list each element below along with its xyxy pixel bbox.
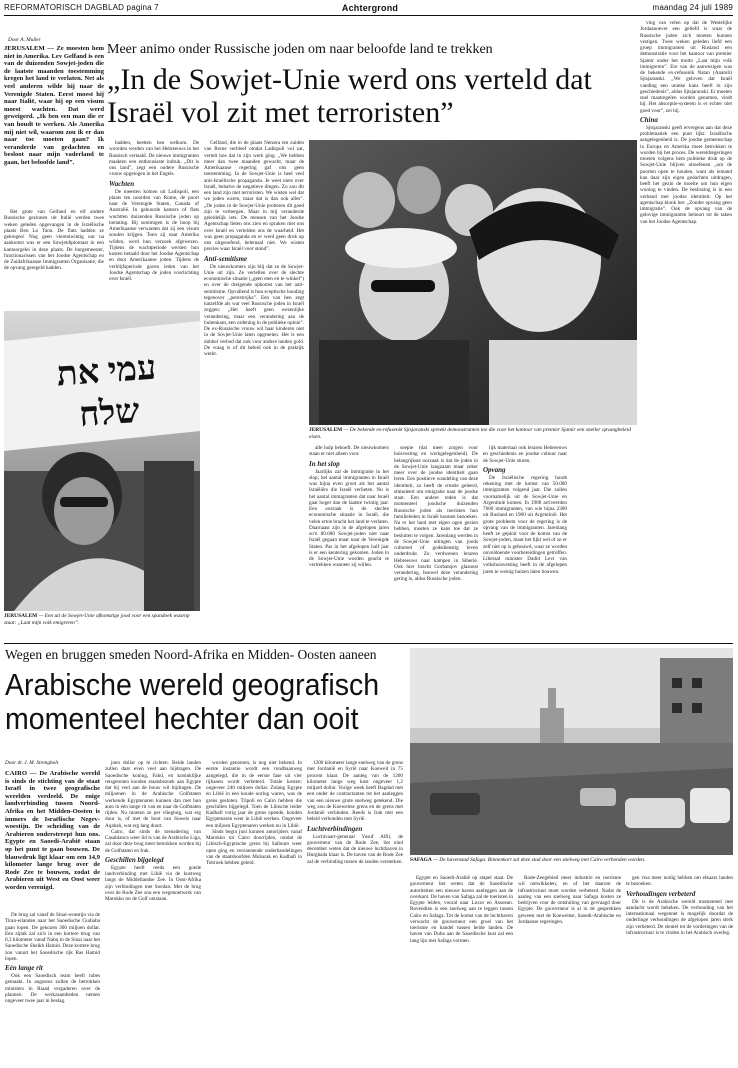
article1-col7 [640, 20, 732, 640]
subhead-in-het-slop: In het slop [309, 459, 340, 468]
article2-col3 [206, 760, 302, 1062]
article1-col5 [394, 445, 478, 640]
subhead-geschillen-bijgelegd: Geschillen bijgelegd [105, 855, 164, 864]
article2-col1 [5, 912, 100, 1062]
photo-demonstration [309, 140, 637, 425]
article1-col4 [309, 445, 389, 640]
article1-col2-text: hadden, heetten ben welkom. De woorden werden van het Hebreeuws in het Russisch vertaald. De nieuwe immigranten maakten een enthousiaste indruk. „Dit is ons land”, zegt een oudere Russische vrouw opgetogen in het Engels. [109, 140, 199, 178]
subhead-een-lange-rit: Eén lange rit [5, 964, 43, 972]
article2-col7 [626, 875, 733, 1062]
subhead-china: China [640, 115, 658, 124]
running-head-paper: REFORMATORISCH DAGBLAD pagina 7 [4, 3, 159, 12]
article2-col4 [307, 760, 403, 1062]
article2-col2-cont: Cairo, dat sinds de toenadering van Casablanca weer lid is van de Arabische Liga, zal door deze brug meer betrokken worden bij de Golfstaten en Irak. [105, 828, 201, 854]
article1-col3 [204, 140, 304, 640]
article2-col1-lange: Ook een Saoedisch team heeft tubes gemaakt. In augustus zullen de betrokken ministers in Riaad vergaderen over de plannen. De werkzaamheden nemen ongeveer twee jaar in beslag. [5, 973, 100, 1004]
photo1-caption-place: JERUSALEM [4, 613, 38, 619]
article1-col1-text: Het grote van Gelfand en elf andere Russische gezinnen uit Italië werden twee weken geleden opgevangen in de Israëlische plaats Ben Lo Taon. De flats hadden ze gekregen! Nog geen vierentwintig uur na aankomst was er een Sowjetdiplomaat in een kantoorgelei in deze plaats. De burgemeester, functionarissen van het Joodse Agentschap en de Zuidafrikaanse Immigranten Organisatie, die de opvang geregeld hadden. [4, 209, 104, 272]
article1-col3-text: Gelfand, die in de plaats Netzera ten zuiden van Rome verbleef omdat Ladispoli vol zat, vertelt hoe dat in zijn werk ging. „We hebben meer dan twee maanden gewacht, maar de Amerikaanse regering gaf ons geen toestemming. In de Sowjet-Unie is heel veel anti-Israëlische propaganda. Je weet niets over Israël, behalve de negatieve dingen. Zo zou dit een land zijn met terroristen. We wisten wel dat we joden waren, maar dat is dan ook alles”. „De joden in de Sowjet-Unie proberen dit goed zijn te verbergen. Maar in mij veranderde geleidelijk iets. De mensen van het Joodse Agentschap lieten ons zien en spraken met ons over Israël en vertelden ons de waarheid. Het was geen propaganda en er werd geen druk op ons uitgeoefend, helemaal niet. We wisten precies waar Israël voor stond”. [204, 140, 304, 253]
article-divider-rule [4, 643, 733, 644]
article2-col5 [410, 875, 513, 1062]
article2-col2 [105, 760, 201, 1062]
article2-col7-text: gen visa meer nodig hebben om elkaars landen te bezoeken. [626, 875, 733, 888]
photo3-caption [410, 857, 733, 873]
article1-lead: JERUSALEM — Ze moesten hem niet in Amerika. Lev Gelfand is een van de duizenden Sowjet-joden die de laatste maanden toestemming kregen het land te verlaten. Net als veel anderen wilde hij naar de Verenigde Staten. Eerst moest hij naar Italië, waar hij op een visum moest wachten. Dat werd geweigerd. „Ik ben een man die er van houdt te werken. Als Amerika mij niet wil, waarom zou ik er dan naar toe moeten gaan? Ik veranderde van gedachten en besloot naar mijn vaderland te gaan, het beloofde land”. [4, 45, 104, 166]
running-head-date: maandag 24 juli 1989 [652, 3, 733, 12]
article2-lead: CAIRO — De Arabische wereld is sinds de stichting van de staat Israël in twee geografische werelden verdeeld. De enige landverbinding tussen Noord-Afrika en het Midden-Oosten is immers de Israëlische Negev-woestijn. De scheiding van de Arabieren onderstreept hun ons. Egypte en Saoedi-Arabië staan op het punt te gaan bouwen. De blauwdruk ligt klaar om een 14,9 kilometer lange brug over de Rode Zee te bouwen, zodat de Arabieren uit West en Oost weer worden verenigd. [5, 770, 100, 891]
photo-demonstration-image [309, 140, 637, 425]
subhead-anti-semitisme: Anti-semitisme [204, 254, 248, 263]
article2-col3-cont: Sinds begin juni kunnen autorijders vanaf Marokko tot Cairo doorrijden, omdat de Libisch-Egyptische grens bij Salloum weer open ging en verzoenende onderhandelingen van de staatshoofden Mubarak en Kadhafi in Tobroek hebben geleid. [206, 828, 302, 866]
article1-col2 [109, 140, 199, 308]
photo3-caption-place: SAFAGA [410, 857, 432, 863]
article2-headline: Arabische wereld geografisch momenteel hechter dan ooit [5, 667, 380, 736]
article2-col4-lucht: Luchtvaart-generaal Yusuf Alfil, de gouverneur van de Rode Zee, liet eind december weten dat de nieuwe luchthaven in Hurghada klaar is. De haven van de Rode Zee zal de verbinding tussen de landen versterken. [307, 833, 403, 865]
article1-col4-slop: Jaarlijks zal de immigratie in het slop; het aantal immigranten in Israël was bijna even groot als het aantal Israëliërs die Israël verlieten. Nu is het aantal immigranten dat naar Israël gaat hoger dan de laatste twintig jaar. Een oorzaak is de slechte economische situatie in Israël, die velen ertoe bracht het land te verlaten. Daarnaast zijn in de afgelopen jaren zo'n 80.000 Sowjet-joden niet naar Israël gegaan maar naar de Verenigde Staten. Pas in het afgelopen half jaar is er een kentering gekomen. Joden in de Sowjet-Unie worden geacht te vertrekken wanneer zij willen. [309, 468, 389, 569]
photo-banner-text: עמי את שלח [55, 349, 158, 435]
header-rule [4, 15, 733, 16]
photo2-caption-place: JERUSALEM [309, 427, 343, 433]
photo-banner-man [4, 311, 200, 611]
photo-safaga [410, 648, 733, 855]
article2-col1-text: De brug zal vanaf de Sinai-woestijn via de Tiran-eilanden naar het Saoedische Gudiaba gaan lopen. De gekozen 300 miljoen dollar. Een zijtak zal zich in een kortere brug van 0,3 kilometer vanaf Nabq in de Sinai naar het Saoedische Sheikh Hamid. Deze kortere brug zou vanuit het Saoedische rijk Ras Hamid lopen. [5, 912, 100, 962]
subhead-luchtverbindingen: Luchtverbindingen [307, 824, 363, 833]
photo2-caption-text: — De bekende ex-refusenik Sjtsjaranski spreekt demonstranten toe die voor het kantoor van premier Sjamir een sneller opvangbeleid eisen. [309, 427, 631, 440]
subhead-opvang: Opvang [483, 465, 506, 474]
article2-kicker: Wegen en bruggen smeden Noord-Afrika en Midden- Oosten aaneen [5, 647, 377, 662]
photo1-caption-text: — Een uit de Sowjet-Unie afkomstige jood voor een spandoek waarop staat: „Laat mijn volk emigreren”. [4, 613, 190, 626]
article2-col4-text: 1200 kilometer lange snelweg van de grens met Jordanië en Syrië naar Koeweit in 75 procent klaar. De aanleg van de 1200 kilometer lange weg kost ongeveer 1,2 miljard dollar. Vorige week heeft Bagdad met een onder de contractanten tot het aanleggen van een nieuwe grote snelweg getekend. Die weg zou de Koeweitse grens en de grens met Jordanië verbinden. Reeds is Irak met een beleid verbonden met Syrië. [307, 760, 403, 823]
photo-safaga-image [410, 648, 733, 855]
article1-col6-text: lijk materiaal ook leraren Hebreeuws en geschiedenis en joodse cultuur naar de Sowjet-Unie sturen. [483, 445, 567, 464]
article1-col2-wachten: De meesten komen uit Ladispoli, een plaats ten noorden van Rome, de poort naar de Verenigde Staten, Canada of Australië. In gehuurde kamers of flats wachtten duizenden Russische joden op toelating. Bij sommigen is de hoop bij Amerikaanse verwanten dat zij een visum zouden krijgen. Toen zij naar Amerika wilden, werd hun verzoek afgewezen. Tijdens de wachtperiode werden hun kosten betaald door het Joodse Agentschap en door Amerikaanse joden. Tijdens de verblijfsperiode gaven leden van het Joodse Agentschap de joden voorlichting over Israël. [109, 188, 199, 282]
article2-col7-verbod: Dit is de Arabische wereld momenteel met aandacht wordt bekeken. De verhouding van het internationaal wegennet is mogelijk doordat de onderlinge verhoudingen de afgelopen jaren sterk zijn verbeterd. De sleutel tot de vorderingen van de infrastructuur is te vinden in het Arabisch overleg. [626, 898, 733, 936]
subhead-verhoudingen-verbeterd: Verhoudingen verbeterd [626, 889, 696, 898]
article1-kicker: Meer animo onder Russische joden om naar beloofde land te trekken [107, 42, 493, 57]
article2-col6-text: Rode-Zeegebied meer industrie en toerisme wil ontwikkelen, en of het daarom de infrastructuur moet worden verbeterd. Nadat de aanleg van een snelweg naar Safaga kosten ze bedrijven voor de ontsluiting van gevraagd door Egypte. De gouverneur is al in de gesprekken geweest met de Koeweitse, Saoedi-Arabische en Jordaanse regeringen. [518, 875, 621, 925]
article1-col3-anti: De nieuwkomers zijn blij dat ze de Sowjet-Unie uit zijn. Ze vertellen over de slechte economische situatie („geen eten en te winkel”) en over de dreigende opkomst van het anti-semitisme. Opvallend is hun sceptische houding tegenover „perestrojka”. Een van hen zegt hatzelfde als wat veel Russische joden in Israël zeggen: „Het heeft geen wezenlijke verandering, maar een verandering aan de buitenkant, een ordening in de publieke opinie”. De ex-Russische vrouw wil haar kinderen niet in de Sovjet-Unie laten opgroeien. Het is een dubbel verbod dat ook voor andere landen gold. De vraag is of dit beleid ook in de praktijk werkt. [204, 263, 304, 357]
subhead-wachten: Wachten [109, 179, 135, 188]
article1-col4-text: alle hulp behoeft. De nieuwkomers staan er niet alleen voor. [309, 445, 389, 458]
article2-col2-text: joen dollar op te richten. Beide landen zullen daar even veel aan bijdragen. De Saoedische koning, Fahd, en koninklijke reisgenoten konden staatsbezoek aan Egypte dat hij veel aan de bouw wil bijdragen. De miljoenen in de Arabische Golfstaten werkende Egyptenaren kunnen dan met hun auto in één lange rit van en naar de Golfstaten rijden. Nu moeten ze per vliegtuig, wat erg duur is, of met de boot van Suweis naar Aqabah, wat erg lang duurt. [105, 760, 201, 829]
photo3-caption-text: — De havenstad Safaga. Binnenkort zal deze stad door een snelweg met Cairo verbonden worden. [433, 857, 646, 863]
article1-byline: Door A. Muller [8, 37, 41, 43]
article2-col3-text: worden genomen, is nog niet bekend. In eerste instantie wordt een rondbaanweg aangelegd, die in de eerste fase uit vier rijbanen wordt verbeterd. Totale kosten: ongeveer 240 miljoen dollar. Zolang Egypte en Libië in een koude oorlog waren, was de grens gesloten. Tripoli en Caïro hebben die geschillen bijgelegd. Toen de Libische leider Kadhafi vorig jaar de grens opende, konden Egyptenaren weer in Libië werken. Ongeveer een miljoen Egyptenaren werken nu in Libië. [206, 760, 302, 829]
photo2-caption [309, 427, 637, 443]
article1-headline: „In de Sowjet-Unie werd ons verteld dat Israël vol zit met terroristen” [107, 63, 592, 129]
article1-col7-china: Sjtsjaranski geeft ervergens aan dat deze problematiek een punt lijkt: Israëlische aangelegenheid is. De joodse gemeenschap in Europa en Amerika moet betrokken te worden bij het proces. De wereldregeringen moeten volgens hem politieke druk op de Sowjet-Unie blijven uitoefenen „om de poorten open te houden, want als iemand kan daar zijn eigen gedachten uitdragen, heeft het gezin de moeite om hun eigen woning te vinden. De beslissing is in een verband met joodse identiteit. Op het agentschap klonk het: „Zonder opvang geen immigratie”. Ook de opvang van de gelovige immigranten behoort tot de taken van het Joodse Agentschap. [640, 124, 732, 225]
article2-col6 [518, 875, 621, 1062]
article2-byline: Door dr. J. M. Strengholt [5, 760, 59, 766]
article1-col1-body [4, 209, 104, 308]
article1-col6 [483, 445, 567, 640]
article1-col7-text: ving van velen op dat de Westelijke Jordaanoever een geliefd is waar de Russische joden zich moeten kunnen vestigen. Twee weken geleden liefd een groep immigranten uit Rusland een demonstratie voor het kantoor van premier Sjamir onder het motto „Laat mijn volk immigreren”. Ere van de aanwezigen was de bekende ex-refusenik Natan (Anatoli) Sjtsjaranski. „We geloven dat Israël vanding een unieke kans heeft in zijn geschiedenis”, aldus Sjtsjaranski. Er moeten snel maatregelen worden genomen, vindt hij. Het absorptie-systeem is er echter niet goed voor”, zei hij. [640, 20, 732, 114]
photo1-caption [4, 613, 200, 635]
article2-col2-geschil: Egypte heeft reeds een goede landverbinding met Libië via de kustweg langs de Middellandse Zee. In Oost-Afrika zijn verbindingen met Soedan. Met de brug over de Rode Zee zou een wegennetwerk van Marokko tot de Golf ontstaan. [105, 864, 201, 902]
running-head-section: Achtergrond [341, 3, 399, 13]
article1-col6-opvang: De Israëlische regering houdt rekening met de komst van 50.000 immigranten volgend jaar. Die zullen voornamelijk uit de Sowjet-Unie en Argentinië komen. In 1988 arriveerden 7600 immigranten, van wie bijna 2300 uit Rusland en 1900 uit Argentinië. Het grote probleem voor de regering is de opvang van de immigranten. Jarenlang heeft ze geploit voor de komst van de Sowjet-joden, maar het lijkt wel of ze er zelf niet op is gebouwd, waar ze worden onvoldoende voorbereidingen getroffen. Liberaal minister Dadid Levi van volkshuisvesting heeft in de afgelopen jaren te weinig huizen laten bouwen. [483, 474, 567, 575]
article1-col5-text: soepie (dat meer zorgen voor huisvesting en werkgelegenheid). De belangrijkste oorzaak is dat de joden in de Sowjet-Unie langzaam maar zeker meer over de joodse identiteit gaan leren. Een positieve wandeling van deze identiteit, zo heeft de creatie geleerd, stimuleert om emigratie naar de joodse staat. Een andere reden is dat momenteel joodsche duizenden Russische joden als toeristen hun familieleden in Israël kunnen bezoeken. Na er het land met eigen ogen gezien hebben, moeten ze kans toe dat ze besluiten te volgen. Jarenlang werden in de Sowjet-Unie uitingen van joods cultureel of godsdienstig leven onderdrukt. Zo verdwenen leraren Hebreeuws naar kampen in Siberië. Ook hier bracht Gorbatsjov glasnost verandering, hoewel deze verandering gering is, aldus Russische joden. [394, 445, 478, 583]
article2-col5-text: Egypte en Saoedi-Arabië op stapel staat. De gouverneur liet weten dat de Saoedische autoriteiten een nieuwe haven aanleggen aan de overkant. De haven van Safaga zal de toeristen in Egypte leiden, vooral naar Luxor en Assoean. Bovendien is een snelweg aan te leggen tussen Caïro en Safaga. Tot de komst van de luchthaven verwacht de gouverneur een groei van het toerisme en handel tussen beide landen. De haven van Duba aan de Saoedische kust zal een lang lijn met Safaga vormen. [410, 875, 513, 944]
